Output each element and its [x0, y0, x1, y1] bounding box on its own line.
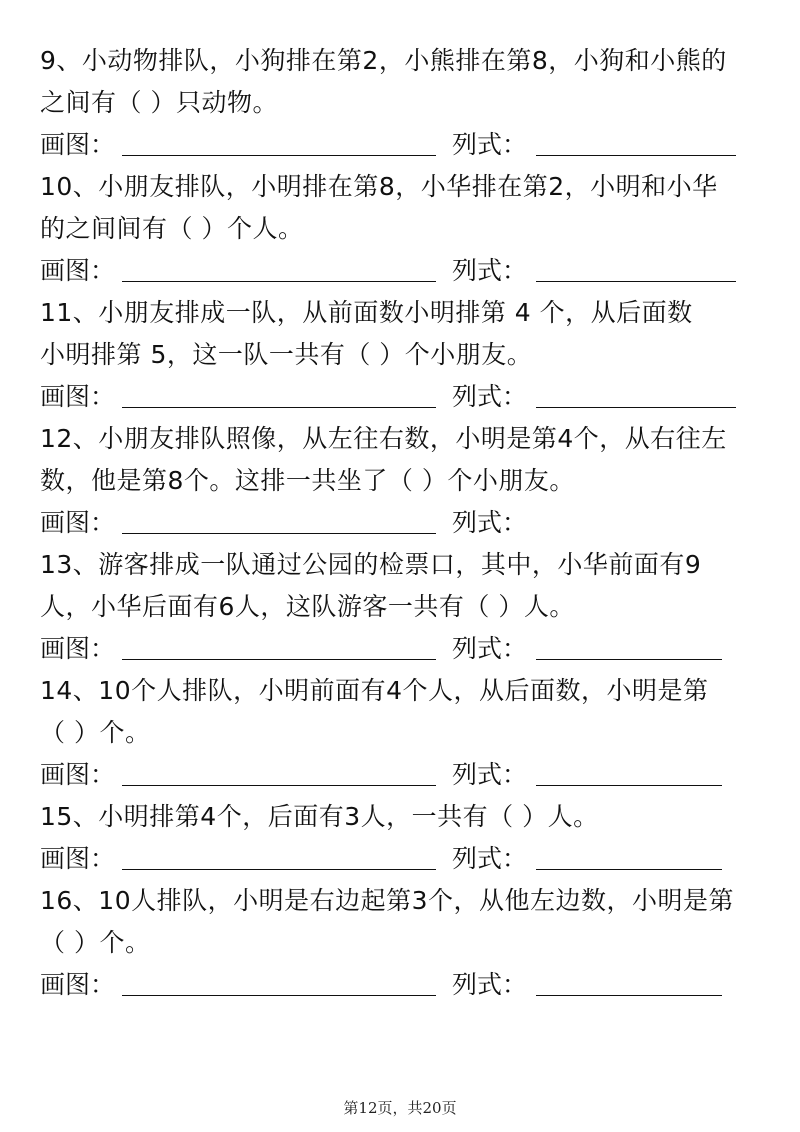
- draw-answer-blank[interactable]: [122, 407, 436, 408]
- expression-label: 列式：: [452, 256, 528, 285]
- problem-14-answer-row: [40, 758, 760, 792]
- problem-12-line-2: 数，他是第8个。这排一共坐了（ ）个小朋友。: [40, 466, 575, 495]
- expression-label: 列式：: [452, 760, 528, 789]
- draw-answer-blank[interactable]: [122, 995, 436, 996]
- problem-16-line-2: （ ）个。: [40, 928, 151, 957]
- expression-label: 列式：: [452, 130, 528, 159]
- expression-answer-blank[interactable]: [536, 995, 722, 996]
- expression-label: 列式：: [452, 634, 528, 663]
- problem-13-answer-row: [40, 632, 760, 666]
- problem-14-line-2: （ ）个。: [40, 718, 151, 747]
- problem-13-line-2: 人，小华后面有6人，这队游客一共有（ ）人。: [40, 592, 575, 621]
- expression-answer-blank[interactable]: [536, 407, 736, 408]
- problem-13-line-1: 13、游客排成一队通过公园的检票口，其中，小华前面有9: [40, 550, 702, 579]
- problem-11-line-2: 小明排第 5，这一队一共有（ ）个小朋友。: [40, 340, 533, 369]
- draw-answer-blank[interactable]: [122, 533, 436, 534]
- problem-12-answer-row: [40, 506, 760, 540]
- problem-15-line-1: 15、小明排第4个，后面有3人，一共有（ ）人。: [40, 802, 599, 831]
- draw-answer-blank[interactable]: [122, 659, 436, 660]
- expression-answer-blank[interactable]: [536, 155, 736, 156]
- draw-answer-blank[interactable]: [122, 785, 436, 786]
- expression-answer-blank[interactable]: [536, 659, 722, 660]
- problem-10-line-1: 10、小朋友排队，小明排在第8，小华排在第2，小明和小华: [40, 172, 718, 201]
- problem-9-line-2: 之间有（ ）只动物。: [40, 88, 278, 117]
- expression-answer-blank[interactable]: [536, 785, 722, 786]
- draw-label: 画图：: [40, 508, 116, 537]
- expression-label: 列式：: [452, 508, 528, 537]
- draw-answer-blank[interactable]: [122, 155, 436, 156]
- draw-answer-blank[interactable]: [122, 869, 436, 870]
- expression-label: 列式：: [452, 970, 528, 999]
- draw-label: 画图：: [40, 760, 116, 789]
- expression-label: 列式：: [452, 382, 528, 411]
- page-number-footer: 第12页，共20页: [343, 1099, 457, 1117]
- draw-label: 画图：: [40, 844, 116, 873]
- expression-answer-blank[interactable]: [536, 281, 736, 282]
- expression-label: 列式：: [452, 844, 528, 873]
- problem-16-line-1: 16、10人排队，小明是右边起第3个，从他左边数，小明是第: [40, 886, 735, 915]
- draw-label: 画图：: [40, 256, 116, 285]
- problem-10-line-2: 的之间间有（ ）个人。: [40, 214, 304, 243]
- problem-10-answer-row: [40, 254, 760, 288]
- problem-14-line-1: 14、10个人排队，小明前面有4个人，从后面数，小明是第: [40, 676, 709, 705]
- draw-label: 画图：: [40, 130, 116, 159]
- problem-16-answer-row: [40, 968, 760, 1002]
- problem-15-answer-row: [40, 842, 760, 876]
- draw-answer-blank[interactable]: [122, 281, 436, 282]
- problem-9-line-1: 9、小动物排队，小狗排在第2，小熊排在第8，小狗和小熊的: [40, 46, 727, 75]
- draw-label: 画图：: [40, 970, 116, 999]
- problem-9-answer-row: [40, 128, 760, 162]
- problem-12-line-1: 12、小朋友排队照像，从左往右数，小明是第4个，从右往左: [40, 424, 727, 453]
- problem-11-line-1: 11、小朋友排成一队，从前面数小明排第 4 个，从后面数: [40, 298, 693, 327]
- draw-label: 画图：: [40, 382, 116, 411]
- problem-11-answer-row: [40, 380, 760, 414]
- draw-label: 画图：: [40, 634, 116, 663]
- expression-answer-blank[interactable]: [536, 869, 722, 870]
